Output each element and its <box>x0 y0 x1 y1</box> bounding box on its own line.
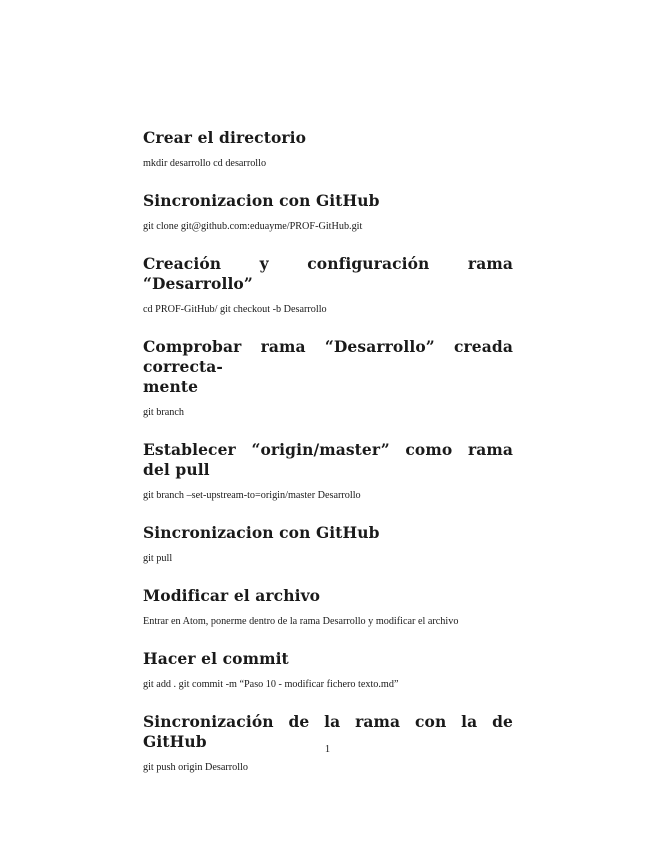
section-title: Sincronizacion con GitHub <box>143 191 380 210</box>
section-title: Sincronizacion con GitHub <box>143 523 380 542</box>
section-body: Entrar en Atom, ponerme dentro de la rama Desarrollo y modificar el archivo <box>143 616 459 627</box>
section-hacer-commit <box>143 649 513 691</box>
section-title: Hacer el commit <box>143 649 289 668</box>
section-sincronizacion-2 <box>143 523 513 565</box>
section-modificar-archivo <box>143 586 513 628</box>
section-title: Establecer “origin/master” como rama del pull <box>143 440 513 479</box>
section-body: cd PROF-GitHub/ git checkout -b Desarrollo <box>143 304 327 315</box>
section-body: git pull <box>143 553 173 564</box>
section-title: Crear el directorio <box>143 128 307 147</box>
section-sincronizacion <box>143 191 513 233</box>
section-creacion-rama <box>143 254 513 316</box>
section-body: git branch <box>143 407 185 418</box>
section-establecer-origin <box>143 440 513 502</box>
section-body: git add . git commit -m “Paso 10 - modificar fichero texto.md” <box>143 679 399 690</box>
section-body: git branch –set-upstream-to=origin/master Desarrollo <box>143 490 361 501</box>
section-body: git push origin Desarrollo <box>143 762 248 773</box>
section-sincronizacion-rama <box>143 712 513 774</box>
section-title: Creación y configuración rama “Desarrollo” <box>143 254 513 293</box>
section-title: Modificar el archivo <box>143 586 321 605</box>
page-number: 1 <box>324 744 331 755</box>
document-content <box>143 128 513 795</box>
section-body: git clone git@github.com:eduayme/PROF-GitHub.git <box>143 221 363 232</box>
section-comprobar-rama <box>143 337 513 419</box>
section-crear-directorio <box>143 128 513 170</box>
section-title: Comprobar rama “Desarrollo” creada correcta- mente <box>143 337 513 396</box>
section-title: Sincronización de la rama con la de GitHub <box>143 712 513 751</box>
section-body: mkdir desarrollo cd desarrollo <box>143 158 267 169</box>
